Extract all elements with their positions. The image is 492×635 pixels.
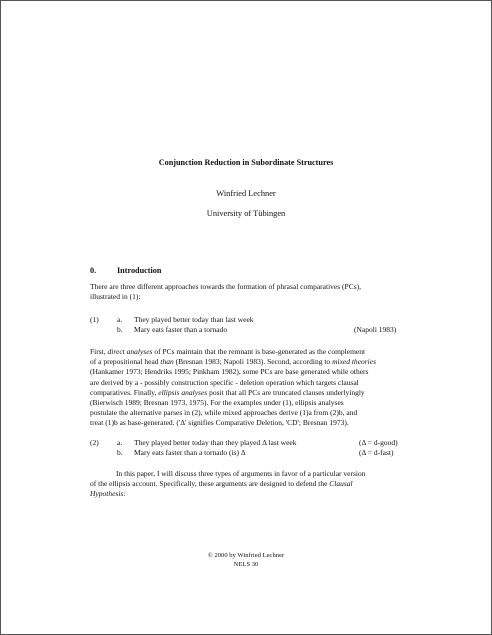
text-line: First, direct analyses of PCs maintain that the remnant is base-generated as the complement [90, 347, 366, 356]
text-line: of a prepositional head than (Bresnan 1983; Napoli 1983). Second, according to mixed theories [90, 357, 377, 367]
example-1-number: (1) [90, 315, 99, 324]
example-2-number: (2) [90, 438, 99, 447]
footer-venue: NELS 30 [233, 561, 259, 568]
example-2a-text: They played better today than they played Δ last week [134, 438, 297, 447]
text-line: comparatives. Finally, ellipsis analyses posit that all PCs are truncated clauses underlyingly [90, 387, 365, 397]
text-line: (Bierwisch 1989; Bresnan 1973, 1975). For the examples under (1), ellipsis analyses [90, 397, 344, 407]
example-1b-text: Mary eats faster than a tornado [134, 325, 228, 334]
example-1a-text: They played better today than last week [134, 315, 254, 324]
example-2b-note: (Δ = d-fast) [359, 448, 394, 457]
text-line: illustrated in (1): [90, 292, 141, 302]
text-line: (Hankamer 1973; Hendriks 1995; Pinkham 1982), some PCs are base generated while others [90, 367, 369, 377]
text-line: There are three different approaches towards the formation of phrasal comparatives (PCs), [90, 282, 362, 291]
intro-paragraph [90, 282, 407, 302]
text-line: postulate the alternative parses in (2), while mixed approaches derive (1)a from (2)b, and [90, 408, 358, 418]
text-line: In this paper, I will discuss three types of arguments in favor of a particular version [116, 469, 366, 478]
text-line: treat (1)b as base-generated. ('Δ' signifies Comparative Deletion, 'CD'; Bresnan 1973). [90, 418, 349, 428]
example-2b-text: Mary eats faster than a tornado (is) Δ [134, 448, 246, 457]
closing-paragraph [90, 469, 407, 500]
example-2b-letter: b. [117, 448, 123, 457]
paper-title: Conjunction Reduction in Subordinate Structures [158, 158, 334, 167]
text-line: are derived by a - possibly construction specific - deletion operation which targets clausal [90, 377, 359, 387]
example-1b-letter: b. [117, 325, 123, 334]
example-2a-note: (Δ = d-good) [359, 438, 398, 447]
section-title: Introduction [117, 266, 162, 275]
example-1a-letter: a. [117, 315, 123, 324]
text-line: of the ellipsis account. Specifically, these arguments are designed to defend the Clausal [90, 479, 353, 489]
author-name: Winfried Lechner [216, 189, 276, 198]
example-2a-letter: a. [117, 438, 123, 447]
body-paragraph [90, 347, 407, 429]
footer-copyright: © 2000 by Winfried Lechner [207, 552, 285, 559]
text-line: Hypothesis: [90, 489, 126, 499]
section-number: 0. [90, 266, 97, 275]
author-affiliation: University of Tübingen [206, 209, 286, 218]
example-1b-citation: (Napoli 1983) [354, 325, 397, 334]
